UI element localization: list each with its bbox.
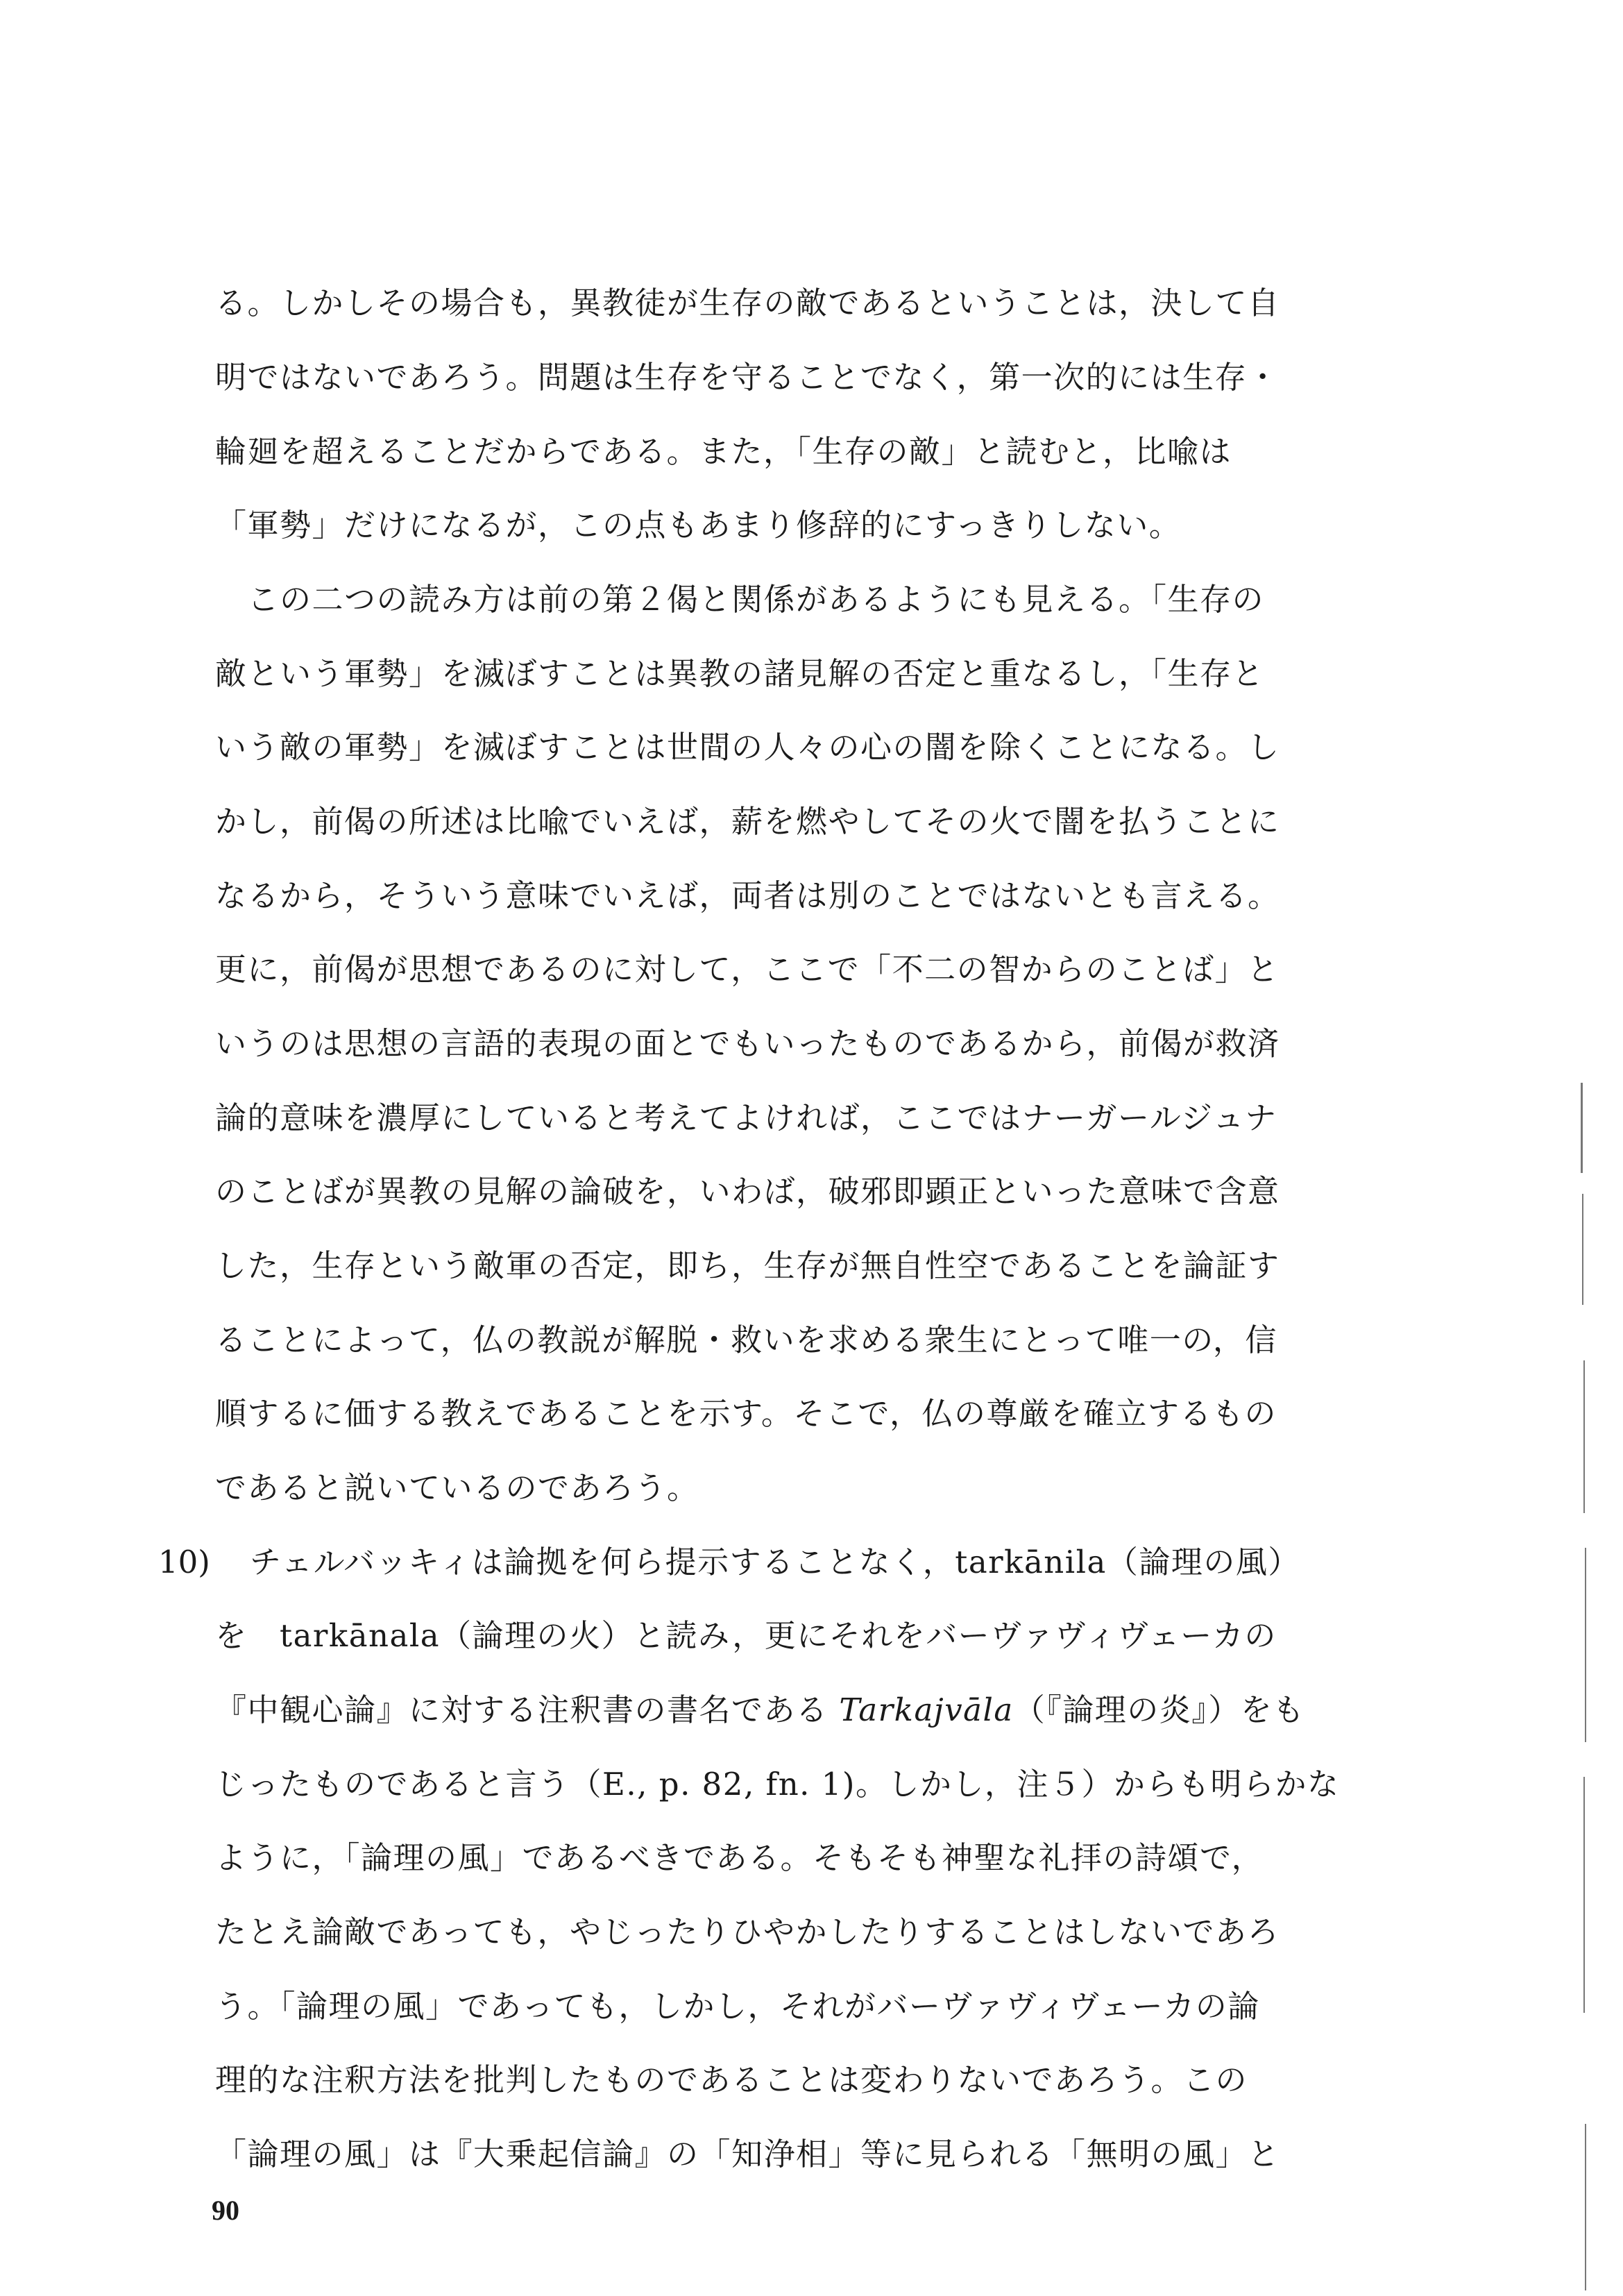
- body-line-5: この二つの読み方は前の第２偈と関係があるようにも見える。「生存の: [215, 581, 1265, 618]
- footnote-line-7: う。「論理の風」であっても，しかし，それがバーヴァヴィヴェーカの論: [215, 1988, 1260, 2025]
- footnote-line-3: [215, 1689, 1353, 1731]
- footnote-line-4: じったものであると言う（E., p. 82, fn. 1)。しかし，注５）からも明らかな: [215, 1766, 1340, 1803]
- body-line-12: 論的意味を濃厚にしていると考えてよければ，ここではナーガールジュナ: [215, 1099, 1277, 1136]
- body-line-13: のことばが異教の見解の論破を，いわば，破邪即顕正といった意味で含意: [215, 1173, 1280, 1210]
- scan-artifact-mark: [1585, 1548, 1586, 1742]
- body-line-11: いうのは思想の言語的表現の面とでもいったものであるから，前偈が救済: [215, 1025, 1280, 1062]
- body-line-2: 明ではないであろう。問題は生存を守ることでなく，第一次的には生存・: [215, 359, 1280, 396]
- body-line-16: 順するに価する教えであることを示す。そこで，仏の尊厳を確立するもの: [215, 1395, 1277, 1432]
- footnote-line-3-title: Tarkajvāla: [839, 1691, 1014, 1728]
- body-line-10: 更に，前偈が思想であるのに対して，ここで「不二の智からのことば」と: [215, 951, 1280, 988]
- footnote-number: 10): [158, 1544, 210, 1580]
- footnote-line-3-post: （『論理の炎』）をも: [1013, 1691, 1305, 1728]
- body-line-14: した，生存という敵軍の否定，即ち，生存が無自性空であることを論証す: [215, 1247, 1280, 1284]
- scan-artifact-mark: [1583, 1777, 1585, 2013]
- body-line-15: ることによって，仏の教説が解脱・救いを求める衆生にとって唯一の，信: [215, 1322, 1277, 1358]
- scan-artifact-mark: [1582, 1194, 1583, 1305]
- footnote-line-6: たとえ論敵であっても，やじったりひやかしたりすることはしないであろ: [215, 1914, 1280, 1950]
- footnote-line-1: チェルバッキィは論拠を何ら提示することなく，tarkānila（論理の風）: [250, 1544, 1300, 1580]
- body-line-17: であると説いているのであろう。: [215, 1469, 699, 1506]
- body-line-4: 「軍勢」だけになるが，この点もあまり修辞的にすっきりしない。: [215, 507, 1182, 543]
- footnote-line-5: ように，「論理の風」であるべきである。そもそも神聖な礼拝の詩頌で，: [215, 1839, 1264, 1876]
- body-line-3: 輪廻を超えることだからである。また，「生存の敵」と読むと，比喩は: [215, 433, 1232, 470]
- scan-artifact-mark: [1581, 1083, 1583, 1173]
- footnote-line-8: 理的な注釈方法を批判したものであることは変わりないであろう。この: [215, 2061, 1248, 2098]
- body-line-9: なるから，そういう意味でいえば，両者は別のことではないとも言える。: [215, 877, 1280, 914]
- footnote-line-3-pre: 『中観心論』に対する注釈書の書名である: [215, 1691, 840, 1728]
- scan-artifact-mark: [1583, 1360, 1585, 1513]
- page-number: 90: [212, 2195, 239, 2226]
- body-line-8: かし，前偈の所述は比喩でいえば，薪を燃やしてその火で闇を払うことに: [215, 803, 1280, 840]
- body-line-7: いう敵の軍勢」を滅ぼすことは世間の人々の心の闇を除くことになる。し: [215, 729, 1280, 766]
- scan-artifact-mark: [1585, 2124, 1586, 2290]
- body-line-1: る。しかしその場合も，異教徒が生存の敵であるということは，決して自: [215, 285, 1280, 321]
- body-line-6: 敵という軍勢」を滅ぼすことは異教の諸見解の否定と重なるし，「生存と: [215, 655, 1265, 692]
- footnote-line-9: 「論理の風」は『大乗起信論』の「知浄相」等に見られる「無明の風」と: [215, 2136, 1280, 2172]
- footnote-line-2: を tarkānala（論理の火）と読み，更にそれをバーヴァヴィヴェーカの: [215, 1617, 1277, 1654]
